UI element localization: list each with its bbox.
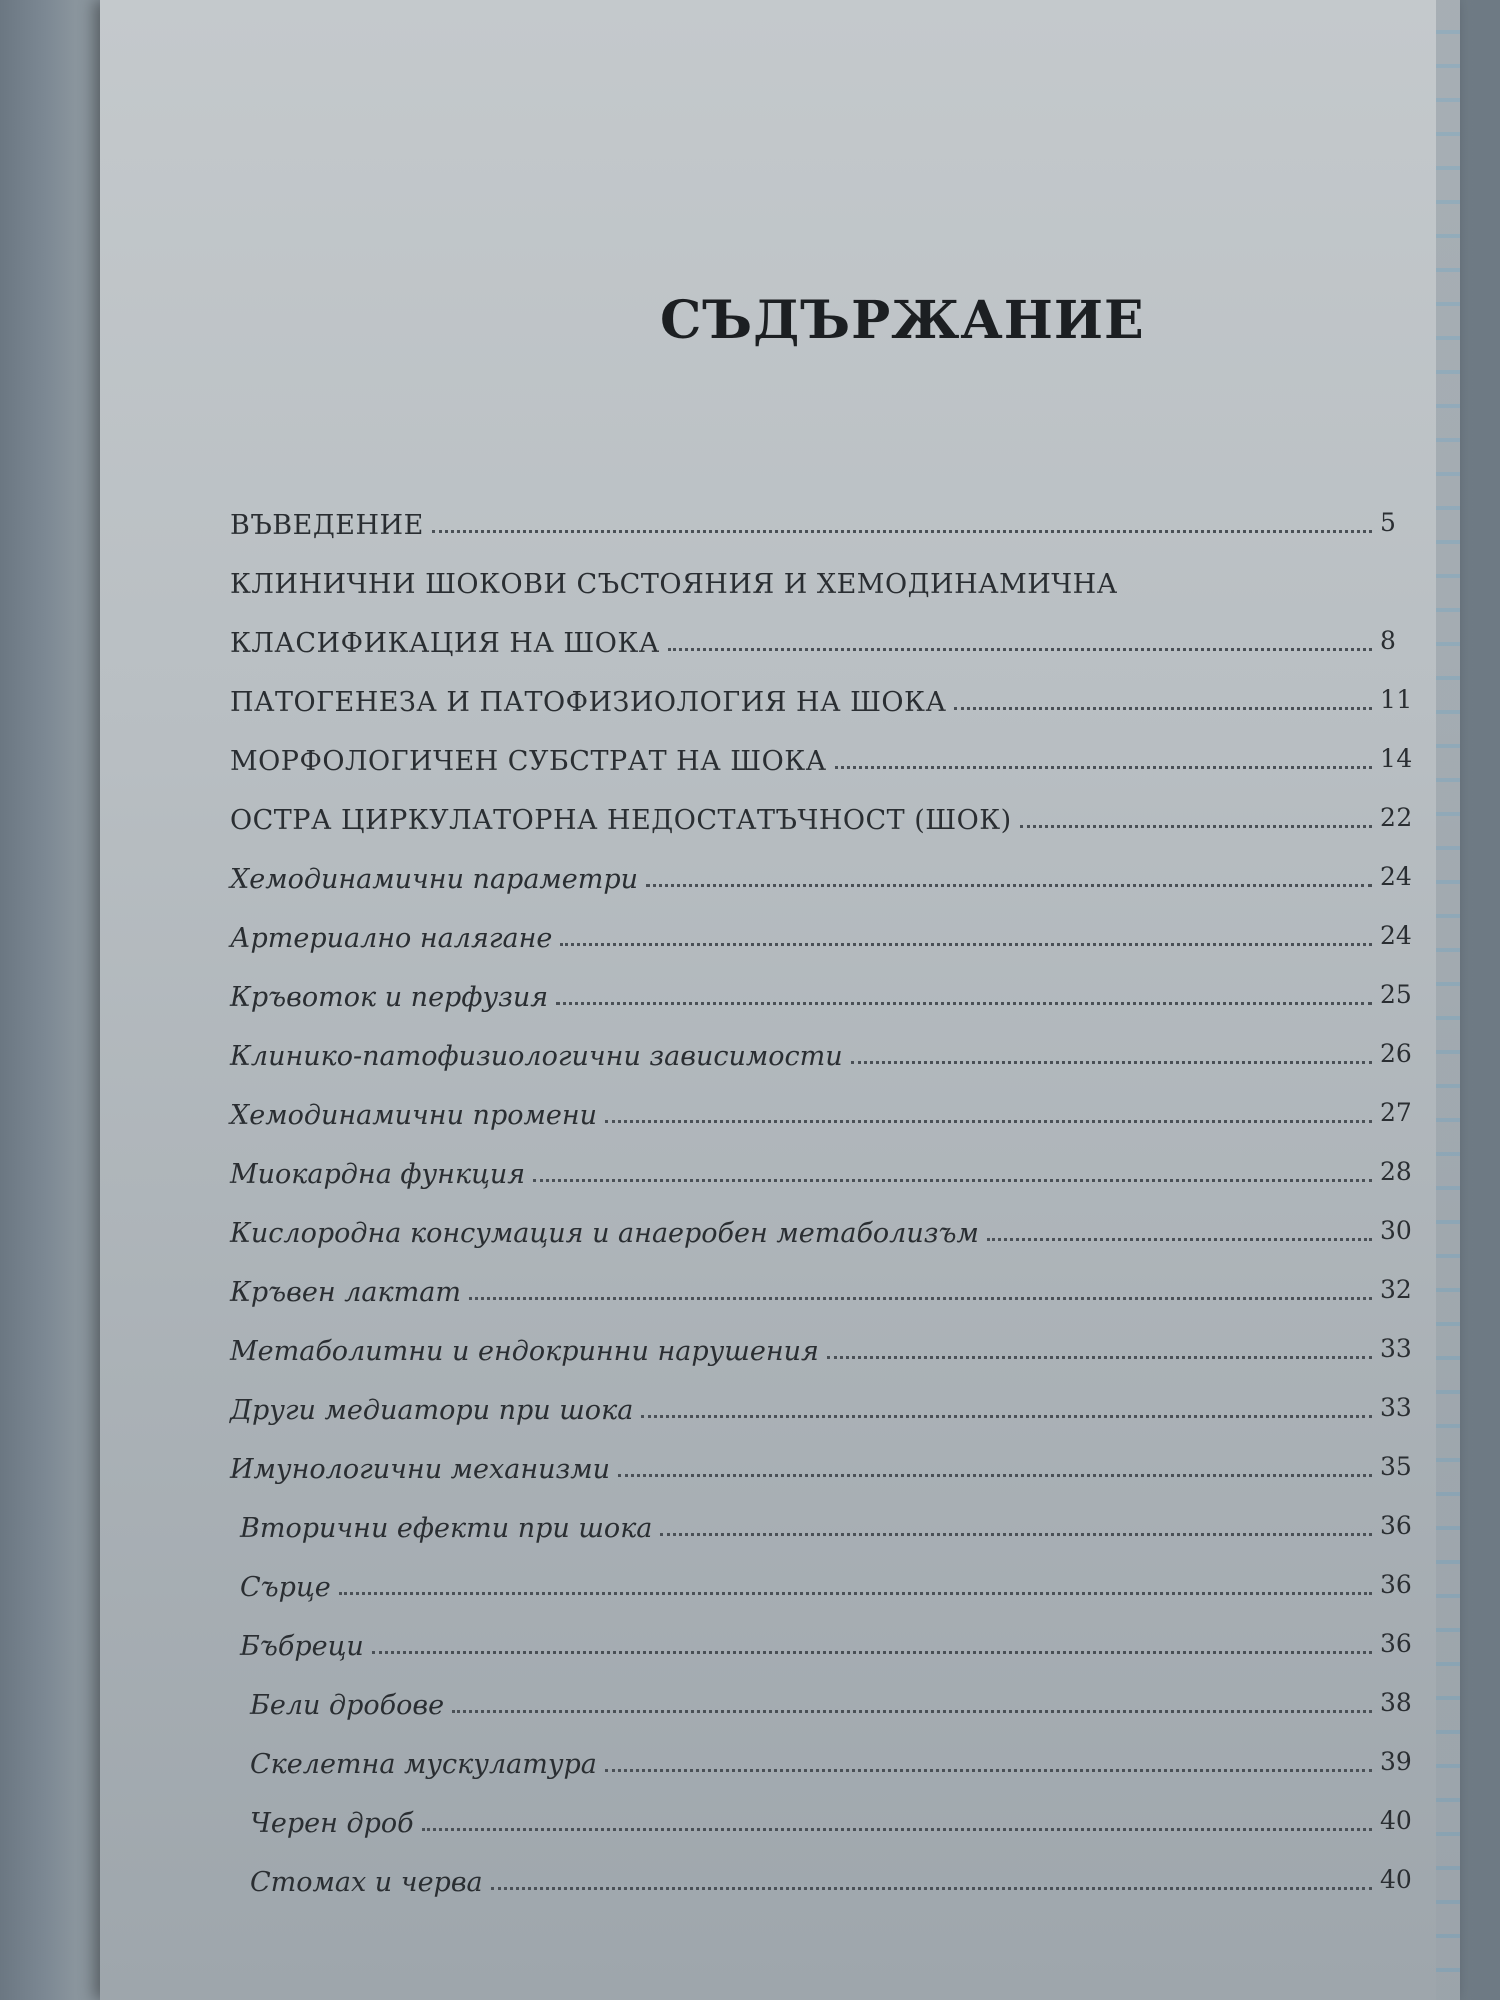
toc-page-number: 35 [1380, 1452, 1412, 1481]
dot-leader [452, 1710, 1372, 1713]
toc-page-number: 24 [1380, 921, 1412, 950]
toc-entry [230, 1668, 1430, 1727]
toc-entry [230, 1373, 1430, 1432]
toc-page-number: 25 [1380, 980, 1412, 1009]
toc-entry [230, 1196, 1430, 1255]
toc-entry-title: Имунологични механизми [230, 1454, 611, 1485]
toc-entry-title: Скелетна мускулатура [250, 1749, 597, 1780]
dot-leader [605, 1769, 1372, 1772]
toc-entry [230, 1255, 1430, 1314]
toc-entry-title: ВЪВЕДЕНИЕ [230, 510, 424, 541]
toc-entry [230, 783, 1430, 842]
toc-entry [230, 1609, 1430, 1668]
toc-entry [230, 1550, 1430, 1609]
dot-leader [560, 943, 1372, 946]
dot-leader [605, 1120, 1372, 1123]
toc-page-number: 39 [1380, 1747, 1412, 1776]
dot-leader [827, 1356, 1372, 1359]
dot-leader [618, 1474, 1372, 1477]
dot-leader [533, 1179, 1372, 1182]
toc-entry [230, 1137, 1430, 1196]
dot-leader [422, 1828, 1372, 1831]
dot-leader [835, 766, 1372, 769]
toc-entry-title: Хемодинамични промени [230, 1100, 598, 1131]
toc-entry [230, 1314, 1430, 1373]
toc-entry [230, 1491, 1430, 1550]
page-title: СЪДЪРЖАНИЕ [660, 290, 1145, 351]
toc-entry-title: Стомах и черва [250, 1867, 483, 1898]
dot-leader [954, 707, 1372, 710]
dot-leader [851, 1061, 1372, 1064]
dot-leader [556, 1002, 1372, 1005]
toc-page-number: 33 [1380, 1334, 1412, 1363]
toc-entry-title: Кръвоток и перфузия [230, 982, 549, 1013]
dot-leader [987, 1238, 1372, 1241]
toc-entry [230, 1845, 1430, 1904]
toc-entry [230, 1432, 1430, 1491]
toc-entry [230, 1786, 1430, 1845]
dot-leader [469, 1297, 1372, 1300]
toc-entry-title: Кислородна консумация и анаеробен метаболизъм [230, 1218, 979, 1249]
toc-entry-title: Кръвен лактат [230, 1277, 461, 1308]
dot-leader [646, 884, 1372, 887]
toc-page-number: 36 [1380, 1629, 1412, 1658]
dot-leader [372, 1651, 1372, 1654]
toc-entry [230, 665, 1430, 724]
book-page [100, 0, 1460, 2000]
toc-entry [230, 960, 1430, 1019]
toc-entry-title: Артериално налягане [230, 923, 553, 954]
toc-page-number: 28 [1380, 1157, 1412, 1186]
toc-entry [230, 901, 1430, 960]
dot-leader [668, 648, 1372, 651]
toc-page-number: 22 [1380, 803, 1413, 832]
toc-entry-title: Бъбреци [240, 1631, 364, 1662]
dot-leader [660, 1533, 1372, 1536]
toc-entry [230, 842, 1430, 901]
toc-page-number: 27 [1380, 1098, 1412, 1127]
dot-leader [641, 1415, 1372, 1418]
toc-entry-title: Вторични ефекти при шока [240, 1513, 653, 1544]
toc-page-number: 33 [1380, 1393, 1412, 1422]
toc-entry [230, 488, 1430, 547]
toc-entry [230, 1019, 1430, 1078]
toc-page-number: 11 [1380, 685, 1413, 714]
toc-page-number: 36 [1380, 1570, 1412, 1599]
toc-page-number: 30 [1380, 1216, 1412, 1245]
toc-entry-title: Метаболитни и ендокринни нарушения [230, 1336, 819, 1367]
toc-page-number: 38 [1380, 1688, 1412, 1717]
dot-leader [491, 1887, 1372, 1890]
toc-entry-title: ПАТОГЕНЕЗА И ПАТОФИЗИОЛОГИЯ НА ШОКА [230, 687, 947, 718]
toc-entry-title: ОСТРА ЦИРКУЛАТОРНА НЕДОСТАТЪЧНОСТ (ШОК) [230, 805, 1012, 836]
toc-entry [230, 606, 1430, 665]
toc-entry-title: Сърце [240, 1572, 331, 1603]
toc-page-number [1380, 596, 1430, 606]
toc-page-number: 40 [1380, 1865, 1412, 1894]
toc-entry-title: Миокардна функция [230, 1159, 526, 1190]
toc-entry-title: КЛИНИЧНИ ШОКОВИ СЪСТОЯНИЯ И ХЕМОДИНАМИЧНА [230, 569, 1118, 600]
toc-entry-title: МОРФОЛОГИЧЕН СУБСТРАТ НА ШОКА [230, 746, 827, 777]
dot-leader [432, 530, 1372, 533]
toc-page-number: 32 [1380, 1275, 1412, 1304]
dot-leader [1020, 825, 1372, 828]
toc-entry [230, 1078, 1430, 1137]
dot-leader [339, 1592, 1372, 1595]
table-of-contents [230, 488, 1430, 1904]
toc-page-number: 36 [1380, 1511, 1412, 1540]
toc-entry-title: Черен дроб [250, 1808, 414, 1839]
toc-page-number: 8 [1380, 626, 1397, 655]
toc-entry-title: Други медиатори при шока [230, 1395, 634, 1426]
toc-entry [230, 724, 1430, 783]
toc-page-number: 5 [1380, 508, 1397, 537]
toc-page-number: 14 [1380, 744, 1413, 773]
toc-page-number: 40 [1380, 1806, 1412, 1835]
toc-page-number: 24 [1380, 862, 1412, 891]
page-stack-edge [1436, 0, 1460, 2000]
toc-entry-title: КЛАСИФИКАЦИЯ НА ШОКА [230, 628, 660, 659]
toc-entry [230, 1727, 1430, 1786]
toc-entry-title: Бели дробове [250, 1690, 445, 1721]
toc-entry-title: Хемодинамични параметри [230, 864, 639, 895]
toc-entry-title: Клинико-патофизиологични зависимости [230, 1041, 843, 1072]
toc-page-number: 26 [1380, 1039, 1412, 1068]
toc-entry [230, 547, 1430, 606]
